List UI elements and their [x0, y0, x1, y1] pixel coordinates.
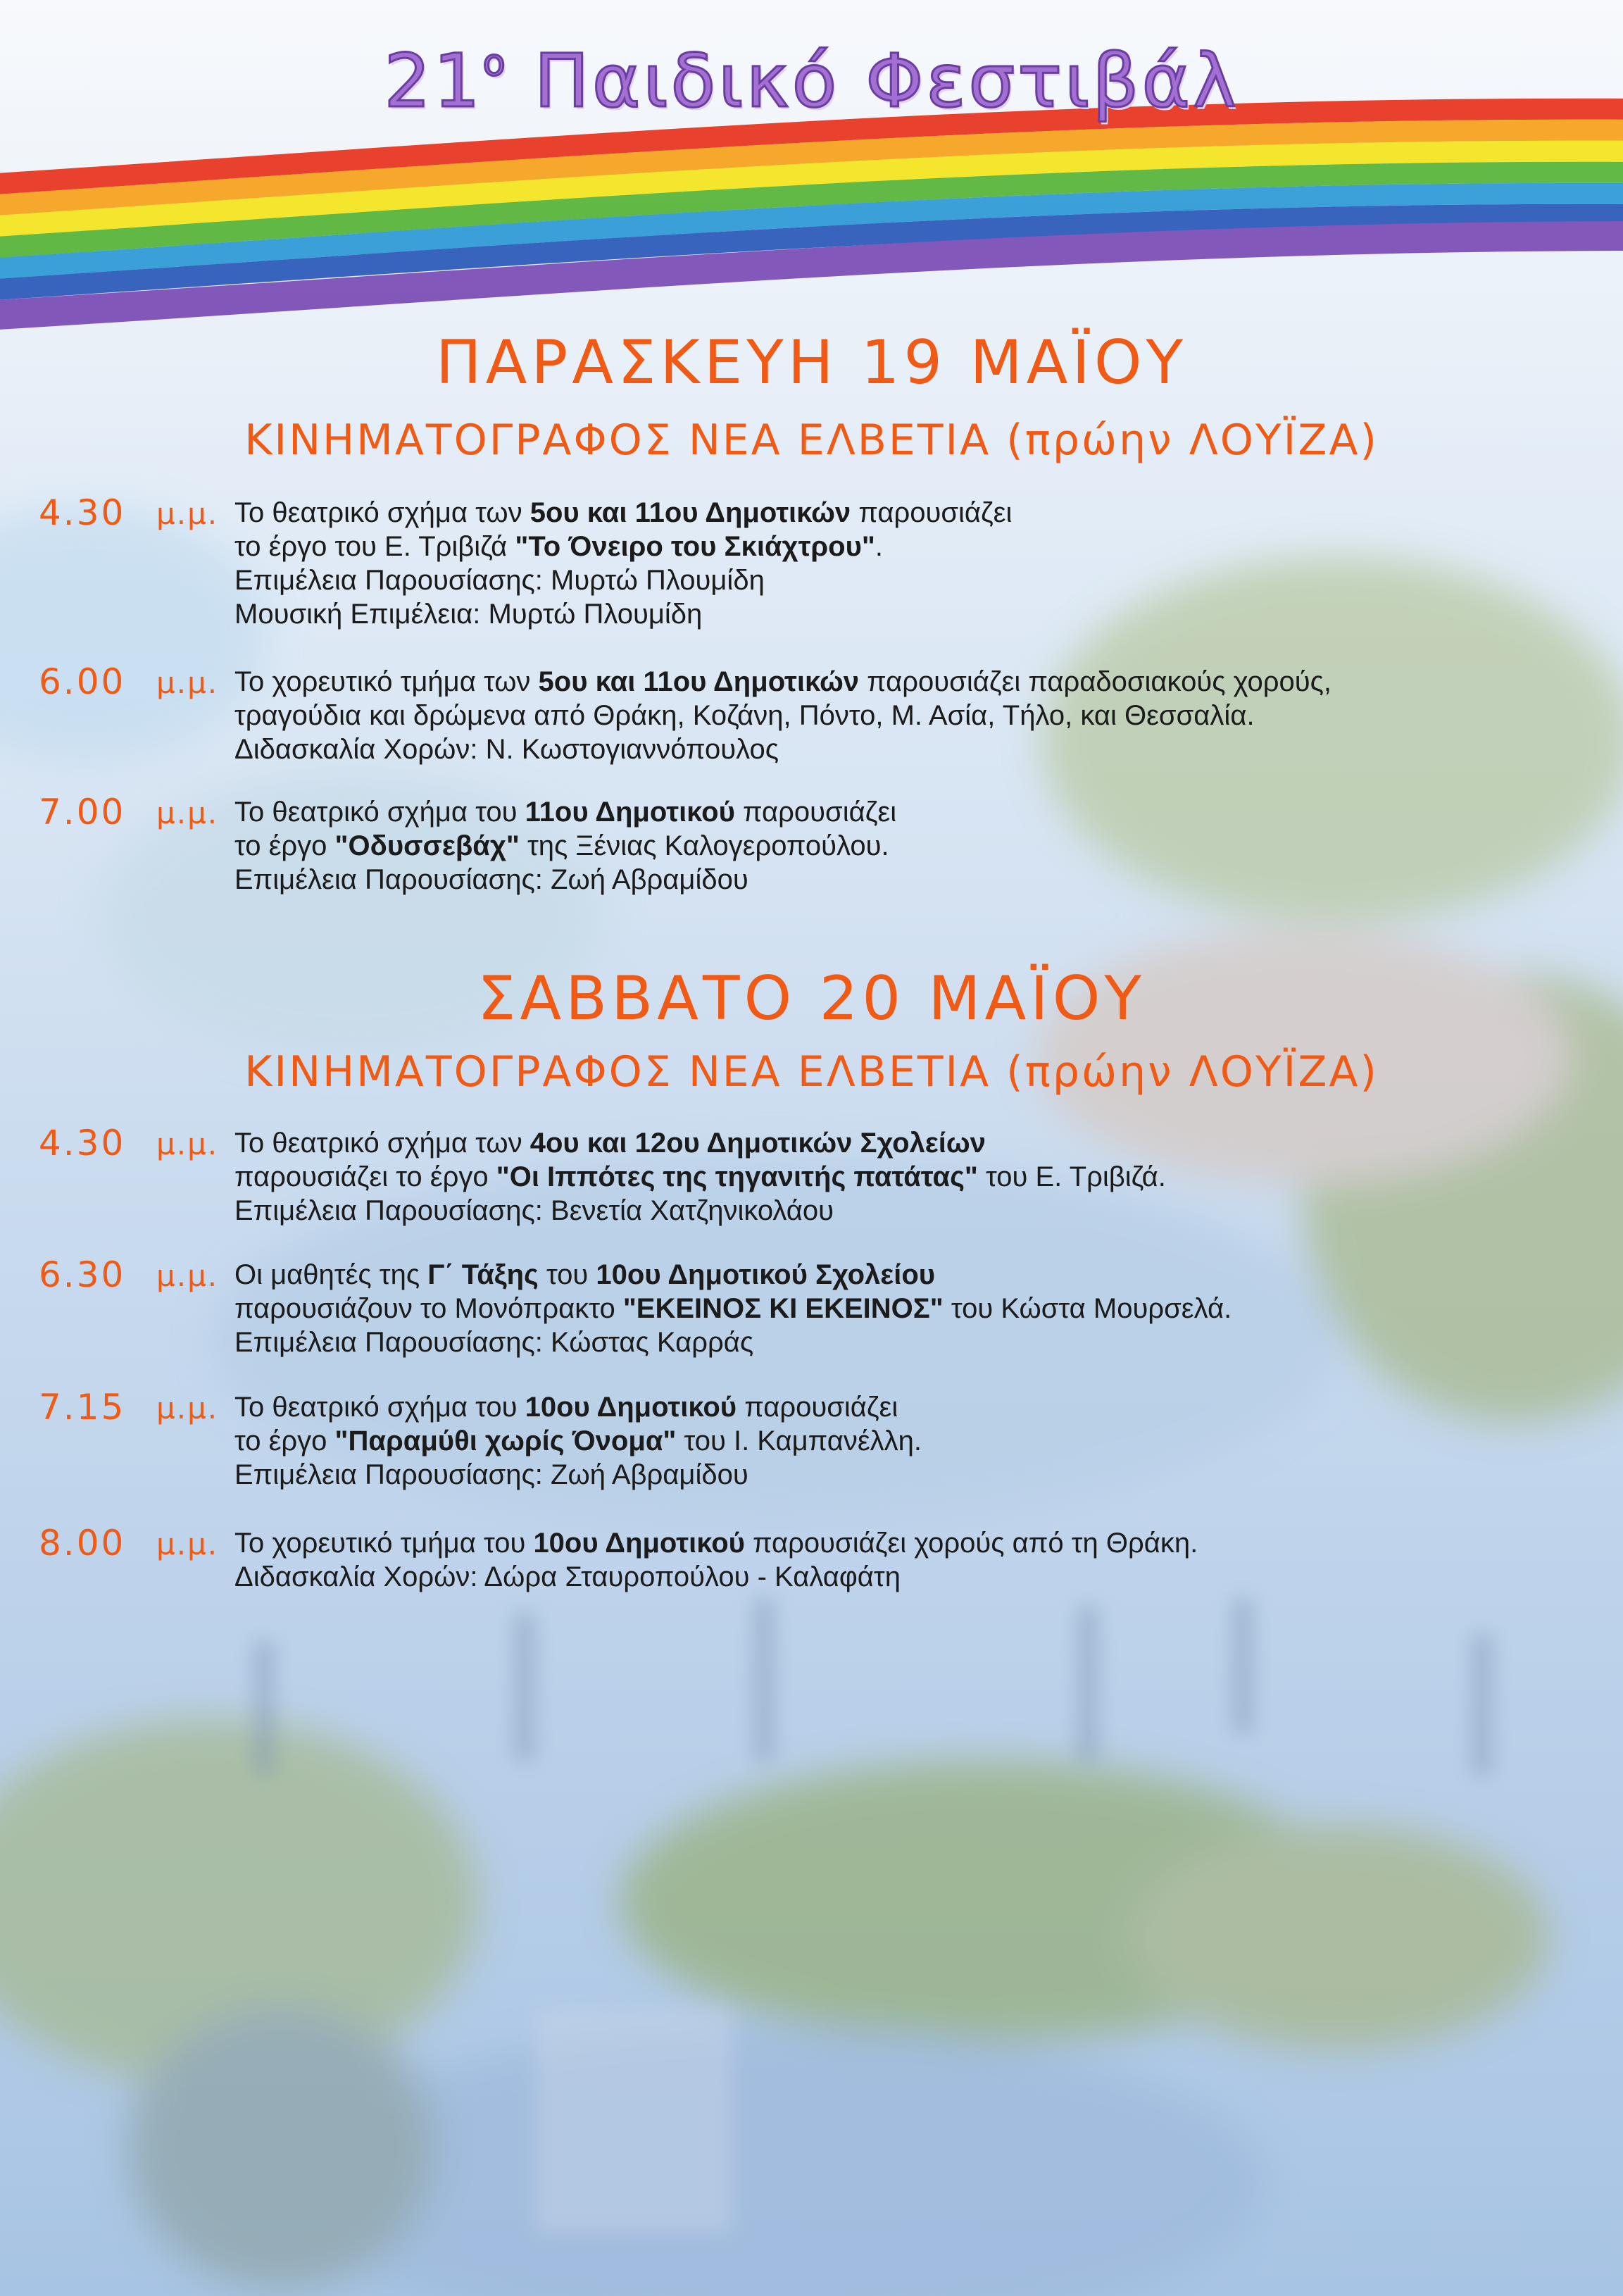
event-time-suffix: μ.μ.	[156, 796, 219, 830]
event-text: το έργο του Ε. Τριβιζά	[234, 531, 515, 562]
title-ordinal: ο	[482, 42, 508, 85]
event-description-line	[234, 563, 1586, 597]
event-description	[234, 1126, 1586, 1228]
day-heading-saturday: ΣΑΒΒΑΤΟ 20 ΜΑΪΟΥ	[477, 963, 1146, 1034]
title-number: 21	[384, 38, 483, 124]
event-description-line	[234, 665, 1586, 699]
event-description	[234, 665, 1586, 766]
event-description-line	[234, 1126, 1586, 1160]
event-description-line	[234, 1560, 1586, 1594]
event-highlight-text: 10ου Δημοτικού	[525, 1392, 737, 1423]
event-time-suffix: μ.μ.	[156, 497, 219, 531]
event-description-line	[234, 1258, 1586, 1292]
event-text: Επιμέλεια Παρουσίασης: Μυρτώ Πλουμίδη	[234, 565, 765, 596]
event-highlight-text: Γ΄ Τάξης	[427, 1259, 539, 1290]
event-text: παρουσιάζει χορούς από τη Θράκη.	[744, 1528, 1198, 1559]
event-text: του Κώστα Μουρσελά.	[943, 1293, 1232, 1324]
event-text: παρουσιάζουν το Μονόπρακτο	[234, 1293, 623, 1324]
event-text: παρουσιάζει	[737, 1392, 898, 1423]
event-text: Επιμέλεια Παρουσίασης: Κώστας Καρράς	[234, 1327, 754, 1358]
event-description-line	[234, 597, 1586, 631]
title-text: Παιδικό Φεστιβάλ	[534, 38, 1239, 124]
event-text: της Ξένιας Καλογεροπούλου.	[519, 830, 889, 861]
event-time: 6.30	[39, 1254, 126, 1295]
event-text: .	[875, 531, 883, 562]
event-text: παρουσιάζει παραδοσιακούς χορούς,	[859, 666, 1332, 697]
event-time-suffix: μ.μ.	[156, 1391, 219, 1425]
event-time: 7.15	[39, 1387, 126, 1428]
event-description-line	[234, 530, 1586, 563]
event-highlight-text: 4ου και 12ου Δημοτικών Σχολείων	[529, 1128, 986, 1159]
event-highlight-text: 5ου και 11ου Δημοτικών	[529, 497, 851, 528]
event-text: παρουσιάζει	[851, 497, 1013, 528]
event-description-line	[234, 1292, 1586, 1325]
day-heading-friday: ΠΑΡΑΣΚΕΥΗ 19 ΜΑΪΟΥ	[435, 327, 1188, 398]
event-description	[234, 1258, 1586, 1359]
event-text: παρουσιάζει	[734, 797, 897, 828]
event-text: Το θεατρικό σχήμα του	[234, 1392, 525, 1423]
event-text: Το θεατρικό σχήμα των	[234, 1128, 530, 1159]
event-text: τραγούδια και δρώμενα από Θράκη, Κοζάνη, Πόντο, Μ. Ασία, Τήλο, και Θεσσαλία.	[234, 700, 1255, 731]
event-description-line	[234, 1526, 1586, 1560]
event-time: 4.30	[39, 1123, 126, 1163]
event-description-line	[234, 1160, 1586, 1194]
event-highlight-text: "Οδυσσεβάχ"	[334, 830, 520, 861]
event-description-line	[234, 795, 1586, 829]
event-text: Επιμέλεια Παρουσίασης: Ζωή Αβραμίδου	[234, 1459, 748, 1490]
event-time-suffix: μ.μ.	[156, 1127, 219, 1161]
event-highlight-text: 10ου Δημοτικού Σχολείου	[596, 1259, 936, 1290]
event-highlight-text: 5ου και 11ου Δημοτικών	[538, 666, 859, 697]
event-text: του	[538, 1259, 596, 1290]
event-text: Το χορευτικό τμήμα των	[234, 666, 539, 697]
festival-title	[0, 18, 1623, 127]
event-text: Μουσική Επιμέλεια: Μυρτώ Πλουμίδη	[234, 599, 703, 630]
event-time-suffix: μ.μ.	[156, 666, 219, 700]
event-text: Το θεατρικό σχήμα των	[234, 497, 530, 528]
event-text: Οι μαθητές της	[234, 1259, 428, 1290]
event-text: του Ε. Τριβιζά.	[977, 1161, 1166, 1192]
event-description	[234, 795, 1586, 897]
event-highlight-text: "Παραμύθι χωρίς Όνομα"	[334, 1425, 677, 1456]
event-time-suffix: μ.μ.	[156, 1527, 219, 1561]
event-description-line	[234, 1194, 1586, 1228]
event-description	[234, 496, 1586, 631]
event-description-line	[234, 496, 1586, 530]
event-highlight-text: "ΕΚΕΙΝΟΣ ΚΙ ΕΚΕΙΝΟΣ"	[622, 1293, 944, 1324]
event-description	[234, 1526, 1586, 1594]
event-text: Το χορευτικό τμήμα του	[234, 1528, 534, 1559]
event-text: Διδασκαλία Χορών: Δώρα Σταυροπούλου - Καλαφάτη	[234, 1561, 901, 1592]
event-description-line	[234, 732, 1586, 766]
event-text: το έργο	[234, 830, 335, 861]
event-time: 6.00	[39, 661, 126, 702]
event-text: Διδασκαλία Χορών: Ν. Κωστογιαννόπουλος	[234, 734, 779, 765]
venue-saturday: ΚΙΝΗΜΑΤΟΓΡΑΦΟΣ ΝΕΑ ΕΛΒΕΤΙΑ (πρώην ΛΟΥΪΖΑ)	[244, 1047, 1379, 1097]
event-text: Το θεατρικό σχήμα του	[234, 797, 525, 828]
event-description-line	[234, 1458, 1586, 1492]
event-highlight-text: 11ου Δημοτικού	[525, 797, 735, 828]
event-text: Επιμέλεια Παρουσίασης: Βενετία Χατζηνικολάου	[234, 1195, 834, 1226]
event-highlight-text: "Οι Ιππότες της τηγανιτής πατάτας"	[496, 1161, 978, 1192]
event-description-line	[234, 1390, 1586, 1424]
event-text: Επιμέλεια Παρουσίασης: Ζωή Αβραμίδου	[234, 864, 748, 895]
venue-friday: ΚΙΝΗΜΑΤΟΓΡΑΦΟΣ ΝΕΑ ΕΛΒΕΤΙΑ (πρώην ΛΟΥΪΖΑ)	[244, 416, 1379, 465]
event-text: του Ι. Καμπανέλλη.	[676, 1425, 922, 1456]
event-text: το έργο	[234, 1425, 335, 1456]
event-description-line	[234, 699, 1586, 732]
event-time: 4.30	[39, 492, 126, 533]
event-description-line	[234, 1325, 1586, 1359]
event-description-line	[234, 829, 1586, 863]
event-description	[234, 1390, 1586, 1492]
event-time: 8.00	[39, 1523, 126, 1564]
event-time: 7.00	[39, 792, 126, 832]
event-highlight-text: "Το Όνειρο του Σκιάχτρου"	[515, 531, 875, 562]
event-highlight-text: 10ου Δημοτικού	[533, 1528, 745, 1559]
event-text: παρουσιάζει το έργο	[234, 1161, 496, 1192]
event-time-suffix: μ.μ.	[156, 1259, 219, 1293]
event-description-line	[234, 1424, 1586, 1458]
event-description-line	[234, 863, 1586, 897]
